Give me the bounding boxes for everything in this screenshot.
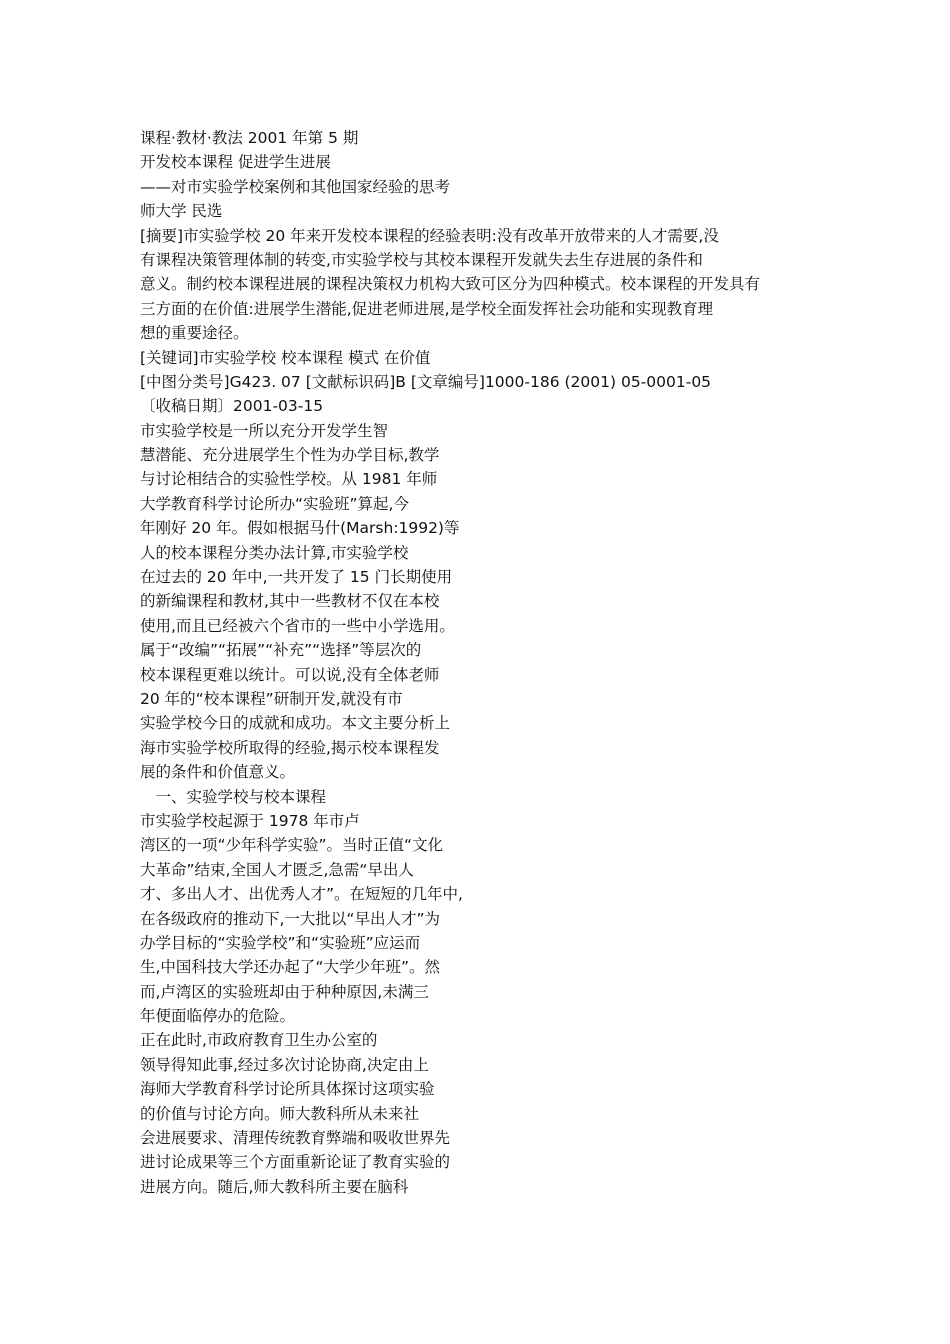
- text-line: 海市实验学校所取得的经验,揭示校本课程发: [140, 738, 440, 757]
- text-line: 年刚好 20 年。假如根据马什(Marsh:1992)等: [140, 519, 460, 538]
- text-line: 意义。制约校本课程进展的课程决策权力机构大致可区分为四种模式。校本课程的开发具有: [140, 275, 761, 294]
- text-line: 海师大学教育科学讨论所具体探讨这项实验: [140, 1080, 435, 1099]
- text-line: 〔收稿日期〕2001-03-15: [140, 397, 324, 416]
- text-line: 使用,而且已经被六个省市的一些中小学选用。: [140, 616, 455, 635]
- text-line: 一、实验学校与校本课程: [140, 787, 327, 806]
- text-line: 市实验学校起源于 1978 年市卢: [140, 811, 360, 830]
- text-line: [中图分类号]G423. 07 [文献标识码]B [文章编号]1000-186 (2001) 05-0001-05: [140, 372, 712, 391]
- text-line: 三方面的在价值:进展学生潜能,促进老师进展,是学校全面发挥社会功能和实现教育理: [140, 299, 714, 318]
- text-line: 想的重要途径。: [140, 324, 249, 343]
- text-line: 人的校本课程分类办法计算,市实验学校: [140, 543, 409, 562]
- text-line: 会进展要求、清理传统教育弊端和吸收世界先: [140, 1129, 451, 1148]
- text-line: [关键词]市实验学校 校本课程 模式 在价值: [140, 348, 431, 367]
- text-line: 大学教育科学讨论所办“实验班”算起,今: [140, 494, 409, 513]
- text-line: 实验学校今日的成就和成功。本文主要分析上: [140, 714, 451, 733]
- text-line: 年便面临停办的危险。: [140, 1007, 296, 1026]
- text-line: 慧潜能、充分进展学生个性为办学目标,教学: [140, 446, 440, 465]
- text-line: 的新编课程和教材,其中一些教材不仅在本校: [140, 592, 440, 611]
- text-line: 生,中国科技大学还办起了“大学少年班”。然: [140, 958, 440, 977]
- text-line: 属于“改编”“拓展”“补充”“选择”等层次的: [140, 641, 422, 660]
- text-line: 市实验学校是一所以充分开发学生智: [140, 421, 389, 440]
- text-line: ——对市实验学校案例和其他国家经验的思考: [140, 177, 451, 196]
- text-line: 而,卢湾区的实验班却由于种种原因,未满三: [140, 982, 429, 1001]
- text-line: 展的条件和价值意义。: [140, 763, 296, 782]
- text-line: 师大学 民选: [140, 202, 223, 221]
- document-body: [140, 126, 840, 1199]
- text-line: 正在此时,市政府教育卫生办公室的: [140, 1031, 378, 1050]
- text-line: 与讨论相结合的实验性学校。从 1981 年师: [140, 470, 438, 489]
- text-line: [摘要]市实验学校 20 年来开发校本课程的经验表明:没有改革开放带来的人才需要,没: [140, 226, 719, 245]
- text-line: 办学目标的“实验学校”和“实验班”应运而: [140, 933, 421, 952]
- text-line: 有课程决策管理体制的转变,市实验学校与其校本课程开发就失去生存进展的条件和: [140, 250, 703, 269]
- text-line: 20 年的“校本课程”研制开发,就没有市: [140, 689, 403, 708]
- text-line: 湾区的一项“少年科学实验”。当时正值“文化: [140, 836, 444, 855]
- text-line: 在各级政府的推动下,一大批以“早出人才”为: [140, 909, 440, 928]
- text-line: 才、多出人才、出优秀人才”。在短短的几年中,: [140, 885, 463, 904]
- text-line: 开发校本课程 促进学生进展: [140, 153, 331, 172]
- text-line: 进讨论成果等三个方面重新论证了教育实验的: [140, 1153, 451, 1172]
- text-line: 领导得知此事,经过多次讨论协商,决定由上: [140, 1055, 429, 1074]
- text-line: 课程·教材·教法 2001 年第 5 期: [140, 129, 359, 147]
- text-line: 在过去的 20 年中,一共开发了 15 门长期使用: [140, 568, 453, 587]
- text-line: 进展方向。随后,师大教科所主要在脑科: [140, 1177, 409, 1196]
- text-line: 大革命”结束,全国人才匮乏,急需“早出人: [140, 860, 414, 879]
- text-line: 校本课程更难以统计。可以说,没有全体老师: [140, 665, 440, 684]
- text-line: 的价值与讨论方向。师大教科所从未来社: [140, 1104, 420, 1123]
